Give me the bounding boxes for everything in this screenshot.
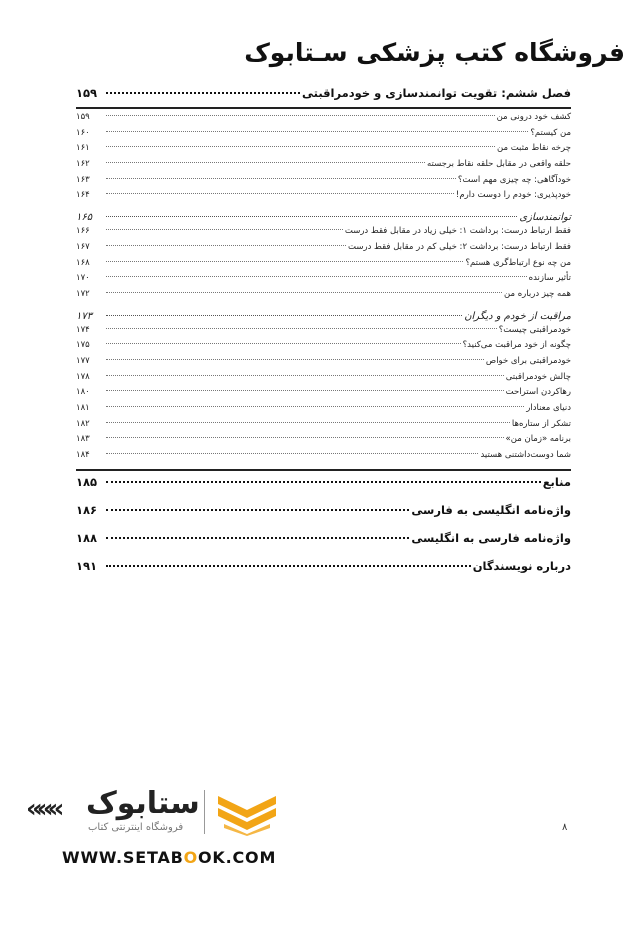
website-suffix: OK.COM (198, 848, 277, 867)
toc-entry[interactable] (76, 143, 571, 159)
toc-back-matter-row[interactable] (76, 531, 571, 555)
table-of-contents (76, 86, 571, 583)
dot-leader (106, 193, 454, 194)
toc-section-row-title: توانمندسازی (519, 212, 571, 224)
toc-entry[interactable] (76, 175, 571, 191)
toc-entry[interactable] (76, 340, 571, 356)
toc-entry[interactable] (76, 419, 571, 435)
toc-entry[interactable] (76, 289, 571, 305)
dot-leader (106, 509, 409, 511)
dot-leader (106, 390, 504, 391)
toc-entry[interactable] (76, 325, 571, 341)
toc-entry-page: ۱۸۱ (76, 403, 90, 413)
toc-entry-page: ۱۸۴ (76, 450, 90, 461)
logo-name: ستابوک (86, 786, 200, 821)
dot-leader (106, 375, 504, 376)
website-url[interactable] (62, 848, 276, 867)
toc-back-matter-row[interactable] (76, 559, 571, 583)
toc-back-matter-row-page: ۱۹۱ (76, 558, 98, 573)
chevrons-icon: ««« (26, 794, 59, 824)
toc-entry-page: ۱۷۴ (76, 324, 90, 335)
toc-entry-page: ۱۶۸ (76, 257, 90, 268)
toc-back-matter-row-title: درباره نویسندگان (472, 558, 571, 573)
toc-sections (76, 112, 571, 466)
dot-leader (106, 537, 409, 539)
toc-entry-page: ۱۶۷ (76, 241, 90, 252)
toc-section-row-page: ۱۷۳ (76, 310, 93, 322)
dot-leader (106, 406, 524, 407)
dot-leader (106, 276, 527, 277)
toc-entry-title: خودپذیری: خودم را دوست دارم! (455, 190, 571, 201)
dot-leader (106, 92, 300, 94)
toc-entry-title: رهاکردن استراحت (505, 387, 571, 398)
toc-entry-title: فقط ارتباط درست: برداشت ۱: خیلی زیاد در مقابل فقط درست (344, 226, 571, 237)
dot-leader (106, 343, 461, 344)
toc-entry[interactable] (76, 273, 571, 289)
toc-entry-page: ۱۶۳ (76, 174, 90, 185)
toc-entry-title: من کیستم؟ (530, 127, 571, 138)
toc-entry[interactable] (76, 403, 571, 419)
toc-entry-title: خودمراقبتی چیست؟ (498, 324, 571, 335)
toc-entry-title: دنیای معنادار (526, 403, 571, 413)
toc-entry-title: چرخه نقاط مثبت من (496, 143, 571, 154)
toc-entry-page: ۱۶۶ (76, 226, 90, 237)
dot-leader (106, 437, 504, 438)
toc-section-row-title: مراقبت از خودم و دیگران (464, 310, 571, 322)
dot-leader (106, 565, 471, 567)
toc-entry[interactable] (76, 258, 571, 274)
dot-leader (106, 146, 495, 147)
toc-section-row[interactable] (76, 311, 571, 325)
toc-entry[interactable] (76, 226, 571, 242)
toc-entry[interactable] (76, 242, 571, 258)
toc-entry[interactable] (76, 112, 571, 128)
toc-entry-title: برنامه «زمان من» (505, 434, 571, 445)
open-book-chevron-icon (216, 788, 278, 836)
toc-entry[interactable] (76, 190, 571, 206)
toc-back-matter-row-page: ۱۸۶ (76, 502, 98, 517)
toc-entry-title: من چه نوع ارتباط‌گری هستم؟ (465, 257, 571, 268)
dot-leader (106, 453, 478, 454)
toc-entry-page: ۱۷۸ (76, 371, 90, 382)
dot-leader (106, 229, 343, 230)
toc-back-matter-row-title: واژه‌نامه انگلیسی به فارسی (411, 502, 571, 517)
toc-entry-title: فقط ارتباط درست: برداشت ۲: خیلی کم در مقابل فقط درست (348, 241, 571, 252)
toc-entry-title: حلقه واقعی در مقابل حلقه نقاط برجسته (426, 159, 571, 170)
toc-back-matter-row-title: منابع (542, 474, 571, 489)
toc-entry-page: ۱۵۹ (76, 112, 90, 122)
dot-leader (106, 359, 484, 360)
toc-entry-page: ۱۷۷ (76, 355, 90, 366)
toc-entry-title: تأثیر سازنده (528, 273, 571, 284)
dot-leader (106, 115, 495, 116)
toc-entry[interactable] (76, 450, 571, 466)
dot-leader (106, 178, 456, 179)
toc-chapter-title: فصل ششم: تقویت توانمندسازی و خودمراقبتی (301, 86, 571, 100)
toc-entry-title: شما دوست‌داشتنی هستید (480, 450, 571, 461)
toc-entry[interactable] (76, 387, 571, 403)
dot-leader (106, 328, 497, 329)
toc-back-matter-row-page: ۱۸۸ (76, 530, 98, 545)
toc-entry-title: تشکر از ستاره‌ها (511, 418, 571, 429)
toc-entry-page: ۱۸۰ (76, 387, 90, 398)
dot-leader (106, 216, 517, 217)
toc-back-matter-row-page: ۱۸۵ (76, 474, 98, 489)
toc-entry-page: ۱۶۰ (76, 127, 90, 138)
toc-entry-title: همه چیز درباره من (504, 288, 571, 299)
dot-leader (106, 422, 510, 423)
website-prefix: WWW.SETAB (62, 848, 184, 867)
chapter-divider (76, 107, 571, 109)
logo-subtitle: فروشگاه اینترنتی کتاب (88, 822, 184, 833)
dot-leader (106, 315, 462, 316)
toc-entry-title: چگونه از خود مراقبت می‌کنید؟ (462, 340, 571, 351)
toc-entry-title: خودمراقبتی برای خواص (485, 355, 571, 366)
toc-entry-page: ۱۷۵ (76, 340, 90, 351)
logo-divider (204, 790, 205, 834)
toc-entry-title: کشف خود درونی من (496, 112, 571, 122)
toc-back-matter (76, 475, 571, 583)
toc-back-matter-row[interactable] (76, 475, 571, 499)
toc-entry[interactable] (76, 372, 571, 388)
toc-entry-title: چالش خودمراقبتی (505, 371, 571, 382)
setabook-logo (26, 786, 276, 838)
dot-leader (106, 292, 502, 293)
toc-entry-page: ۱۶۴ (76, 190, 90, 201)
website-highlight: O (183, 848, 199, 867)
toc-entry-page: ۱۷۲ (76, 288, 90, 299)
dot-leader (106, 261, 463, 262)
toc-entry-page: ۱۶۲ (76, 159, 90, 170)
toc-entry[interactable] (76, 434, 571, 450)
toc-entry-page: ۱۸۳ (76, 434, 90, 445)
toc-section-row[interactable] (76, 212, 571, 226)
toc-entry-page: ۱۶۱ (76, 143, 90, 154)
dot-leader (106, 245, 346, 246)
toc-chapter-row[interactable] (76, 86, 571, 104)
toc-section-row-page: ۱۶۵ (76, 212, 93, 224)
toc-back-matter-row-title: واژه‌نامه فارسی به انگلیسی (411, 530, 571, 545)
page-number: ۸ (562, 822, 568, 833)
dot-leader (106, 131, 528, 132)
dot-leader (106, 162, 425, 163)
store-title: فروشگاه کتب پزشکی سـتابوک (244, 38, 625, 67)
back-matter-divider (76, 469, 571, 471)
toc-entry-page: ۱۸۲ (76, 418, 90, 429)
toc-entry-title: خودآگاهی: چه چیزی مهم است؟ (457, 174, 571, 185)
toc-entry[interactable] (76, 159, 571, 175)
toc-entry[interactable] (76, 128, 571, 144)
toc-chapter-page: ۱۵۹ (76, 86, 98, 100)
toc-entry-page: ۱۷۰ (76, 273, 90, 284)
toc-back-matter-row[interactable] (76, 503, 571, 527)
dot-leader (106, 481, 541, 483)
toc-entry[interactable] (76, 356, 571, 372)
